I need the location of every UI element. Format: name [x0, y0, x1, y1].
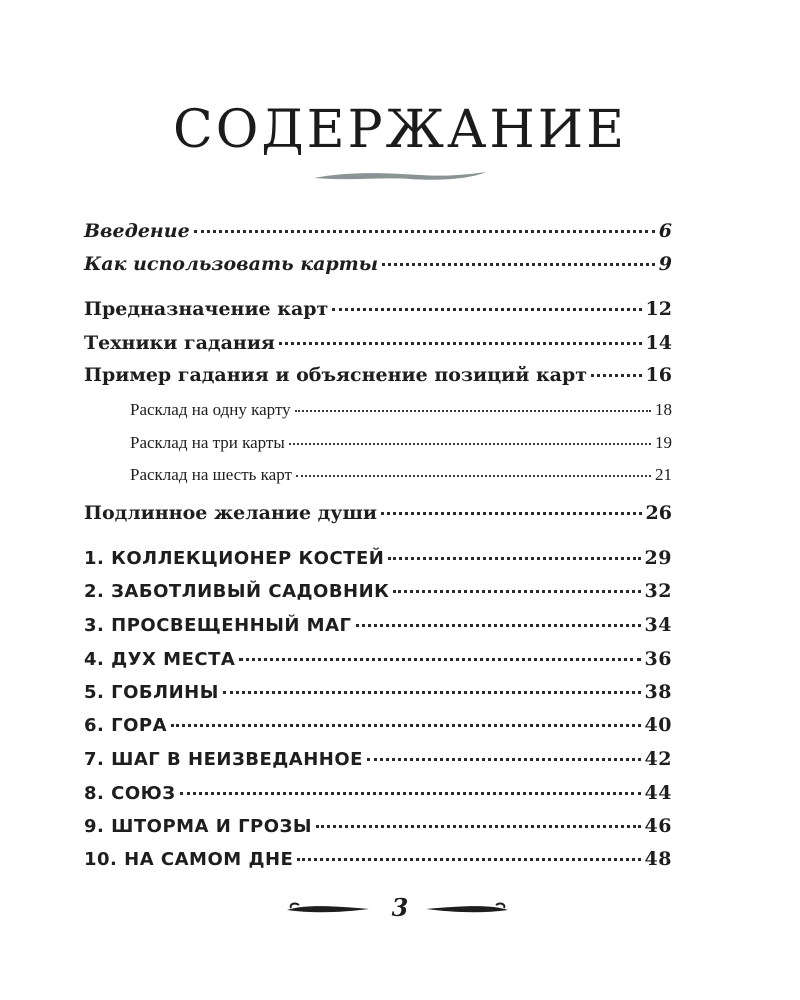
toc-entry-label: 8. СОЮЗ — [84, 783, 176, 804]
dot-leader — [382, 263, 655, 266]
dot-leader — [239, 658, 640, 661]
toc-card-2[interactable] — [84, 580, 672, 602]
toc-card-9[interactable] — [84, 815, 672, 837]
toc-entry-page: 29 — [644, 547, 672, 569]
dot-leader — [332, 308, 641, 311]
toc-entry-page: 18 — [655, 400, 672, 419]
toc-entry-page: 40 — [644, 714, 672, 736]
toc-entry-label: 6. ГОРА — [84, 715, 168, 736]
toc-entry-label: Подлинное желание души — [84, 502, 377, 524]
dot-leader — [316, 825, 641, 828]
toc-card-5[interactable] — [84, 681, 672, 703]
toc-entry-how-to-use[interactable] — [84, 253, 672, 275]
dot-leader — [194, 230, 655, 233]
page-title: СОДЕРЖАНИЕ — [172, 100, 628, 160]
dot-leader — [279, 342, 642, 345]
toc-entry-label: Введение — [84, 220, 190, 242]
dot-leader — [289, 443, 651, 445]
toc-entry-page: 9 — [658, 253, 672, 275]
toc-card-8[interactable] — [84, 782, 672, 804]
toc-entry-label: 10. НА САМОМ ДНЕ — [84, 849, 294, 870]
toc-card-4[interactable] — [84, 648, 672, 670]
toc-entry-introduction[interactable] — [84, 220, 672, 242]
dot-leader — [297, 858, 640, 861]
toc-entry-page: 42 — [644, 748, 672, 770]
footer-flourish-right-ornament — [420, 898, 510, 920]
toc-entry-label: Пример гадания и объяснение позиций карт — [84, 364, 588, 386]
page-number: 3 — [391, 893, 409, 922]
toc-card-3[interactable] — [84, 614, 672, 636]
toc-entry-label: Расклад на шесть карт — [130, 465, 292, 484]
dot-leader — [367, 758, 641, 761]
toc-entry-page: 36 — [644, 648, 672, 670]
toc-entry-page: 16 — [645, 364, 672, 386]
toc-entry-page: 34 — [644, 614, 672, 636]
toc-card-7[interactable] — [84, 748, 672, 770]
toc-entry-purpose[interactable] — [84, 298, 672, 320]
dot-leader — [180, 792, 641, 795]
toc-entry-label: Расклад на три карты — [130, 433, 285, 452]
toc-entry-page: 6 — [658, 220, 672, 242]
toc-entry-page: 32 — [644, 580, 672, 602]
dot-leader — [295, 410, 651, 412]
dot-leader — [296, 475, 651, 477]
toc-entry-example-reading[interactable] — [84, 364, 672, 386]
toc-entry-page: 12 — [645, 298, 672, 320]
toc-card-1[interactable] — [84, 547, 672, 569]
toc-entry-page: 48 — [644, 848, 672, 870]
footer-flourish-left-ornament — [285, 898, 375, 920]
toc-entry-page: 38 — [644, 681, 672, 703]
toc-entry-label: 1. КОЛЛЕКЦИОНЕР КОСТЕЙ — [84, 548, 385, 569]
dot-leader — [393, 590, 640, 593]
toc-entry-label: 3. ПРОСВЕЩЕННЫЙ МАГ — [84, 615, 352, 636]
toc-entry-label: 9. ШТОРМА И ГРОЗЫ — [84, 816, 312, 837]
toc-entry-page: 14 — [645, 332, 672, 354]
toc-entry-label: Как использовать карты — [84, 253, 379, 275]
toc-entry-label: 7. ШАГ В НЕИЗВЕДАННОЕ — [84, 749, 363, 770]
dot-leader — [388, 557, 640, 560]
dot-leader — [171, 724, 641, 727]
toc-entry-label: Техники гадания — [84, 332, 275, 354]
toc-entry-label: 5. ГОБЛИНЫ — [84, 682, 219, 703]
title-flourish-ornament — [310, 167, 490, 185]
dot-leader — [356, 624, 641, 627]
toc-card-10[interactable] — [84, 848, 672, 870]
dot-leader — [381, 512, 642, 515]
toc-entry-page: 44 — [644, 782, 672, 804]
toc-subentry-six-cards[interactable] — [84, 465, 672, 485]
dot-leader — [223, 691, 641, 694]
toc-entry-label: 4. ДУХ МЕСТА — [84, 649, 236, 670]
toc-card-6[interactable] — [84, 714, 672, 736]
toc-subentry-three-cards[interactable] — [84, 433, 672, 453]
toc-entry-label: Предназначение карт — [84, 298, 329, 320]
toc-entry-page: 46 — [644, 815, 672, 837]
toc-entry-label: 2. ЗАБОТЛИВЫЙ САДОВНИК — [84, 581, 390, 602]
toc-entry-techniques[interactable] — [84, 332, 672, 354]
toc-entry-page: 19 — [655, 433, 672, 452]
toc-entry-soul-desire[interactable] — [84, 502, 672, 524]
toc-entry-page: 26 — [645, 502, 672, 524]
dot-leader — [591, 374, 642, 377]
toc-entry-label: Расклад на одну карту — [130, 400, 291, 419]
toc-subentry-one-card[interactable] — [84, 400, 672, 420]
toc-entry-page: 21 — [655, 465, 672, 484]
